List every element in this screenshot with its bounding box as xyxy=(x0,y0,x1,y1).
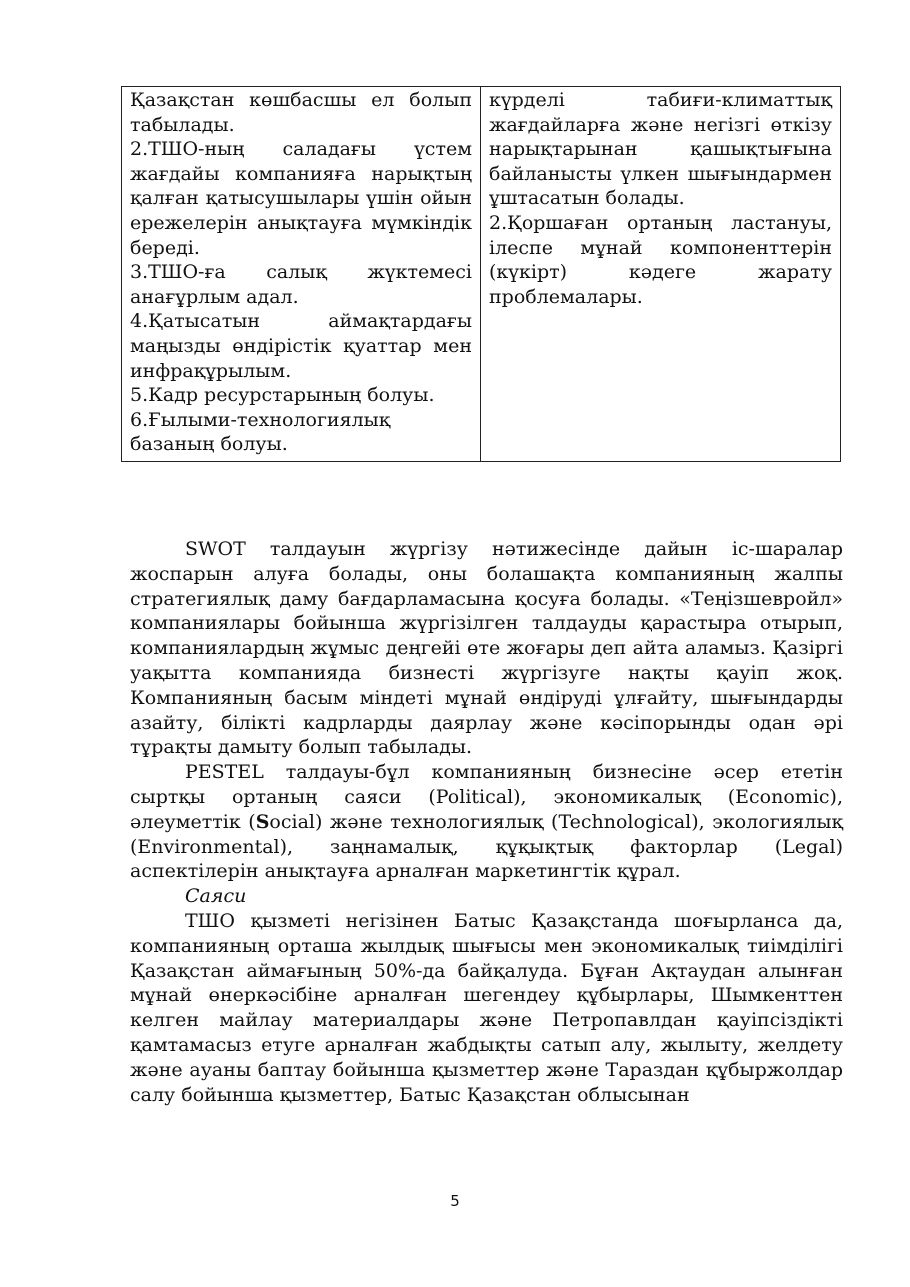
pestel-paragraph xyxy=(130,760,843,884)
swot-table xyxy=(121,86,841,462)
page-number: 5 xyxy=(450,1192,460,1210)
pestel-text-end: ocial) және технологиялық (Technological), экологиялық (Environmental), заңнамалық, құқықтық факторлар (Legal) аспектілерін анықтауға арналған маркетингтік құрал. xyxy=(130,810,843,883)
list-item: 2.ТШО-ның саладағы үстем жағдайы компанияға нарықтың қалған қатысушылары үшін ойын ережелерін анықтауға мүмкіндік береді. xyxy=(130,138,472,259)
table-row xyxy=(122,87,841,462)
pestel-text-start: PESTEL талдауы-бұл компанияның бизнесіне әсер ететін сыртқы ортаның саяси (Political), экономикалық (Economic), әлеуметтік ( xyxy=(130,761,843,833)
pestel-bold-letter: S xyxy=(255,810,270,833)
threats-cell xyxy=(481,87,841,462)
list-item: Қазақстан көшбасшы ел болып табылады. xyxy=(130,89,472,136)
strengths-cell xyxy=(122,87,481,462)
political-heading: Саяси xyxy=(185,885,247,908)
political-paragraph: ТШО қызметі негізінен Батыс Қазақстанда шоғырланса да, компанияның орташа жылдық шығысы мен экономикалық тиімділігі Қазақстан аймағының 50%-да байқалуда. Бұған Ақтаудан алынған мұнай өнеркәсібіне арналған шегендеу құбырлары, Шымкенттен келген майлау материалдары және Петропавлдан қауіпсіздікті қамтамасыз етуге арналған жабдықты сатып алу, жылыту, желдету және ауаны баптау бойынша қызметтер және Тараздан құбыржолдар салу бойынша қызметтер, Батыс Қазақстан облысынан xyxy=(130,909,843,1106)
list-item: 4.Қатысатын аймақтардағы маңызды өндірістік қуаттар мен инфрақұрылым. xyxy=(130,310,472,382)
list-item: 2.Қоршаған ортаның ластануы, ілеспе мұнай компоненттерін (күкірт) кәдеге жарату проблемалары. xyxy=(489,211,832,308)
list-item: 6.Ғылыми-технологиялық базаның болуы. xyxy=(130,408,391,456)
swot-summary-paragraph: SWOT талдауын жүргізу нәтижесінде дайын іс-шаралар жоспарын алуға болады, оны болашақта компанияның жалпы стратегиялық даму бағдарламасына қосуға болады. «Теңізшевройл» компаниялары бойынша жүргізілген талдауды қарастыра отырып, компаниялардың жұмыс деңгейі өте жоғары деп айта аламыз. Қазіргі уақытта компанияда бизнесті жүргізуге нақты қауіп жоқ. Компанияның басым міндеті мұнай өндіруді ұлғайту, шығындарды азайту, білікті кадрларды даярлау және кәсіпорынды одан әрі тұрақты дамыту болып табылады. xyxy=(130,538,843,759)
list-item: 5.Кадр ресурстарының болуы. xyxy=(130,384,435,407)
body-text xyxy=(130,537,843,1107)
list-item: 3.ТШО-ға салық жүктемесі анағұрлым адал. xyxy=(130,261,472,308)
list-item: күрделі табиғи-климаттық жағдайларға және негізгі өткізу нарықтарынан қашықтығына байланысты үлкен шығындармен ұштасатын болады. xyxy=(489,89,832,210)
